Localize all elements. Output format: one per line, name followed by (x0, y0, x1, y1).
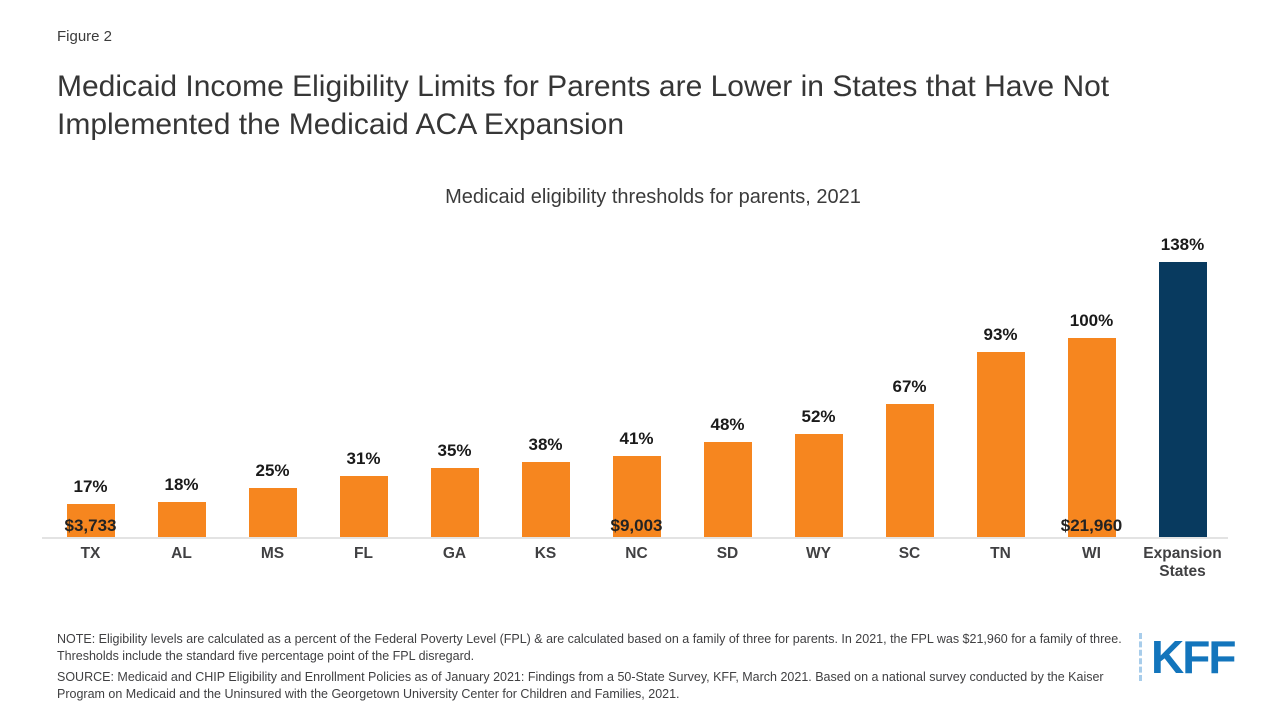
bar-sd (704, 442, 752, 538)
x-axis-label: SC (898, 545, 921, 562)
bar-column (45, 238, 136, 538)
bar-ks (522, 462, 570, 538)
bar-value-label: 35% (437, 441, 472, 460)
bar-column (136, 238, 227, 538)
bar-column (682, 238, 773, 538)
bar-wi (1068, 338, 1116, 538)
x-axis-label: AL (171, 545, 192, 562)
bar-sc (886, 404, 934, 538)
bar-value-label: 93% (983, 325, 1018, 344)
x-axis-label: NC (625, 545, 648, 562)
bar-value-label: 31% (346, 449, 381, 468)
bar-value-label: 17% (73, 477, 108, 496)
bar-column (591, 238, 682, 538)
bar-value-label: 67% (892, 377, 927, 396)
bar-column (409, 238, 500, 538)
kff-logo (1139, 633, 1234, 681)
bar-fl (340, 476, 388, 538)
x-axis-labels (45, 545, 1228, 581)
x-axis-label: WY (806, 545, 831, 562)
bar-column (227, 238, 318, 538)
kff-logo-text: KFF (1151, 631, 1235, 683)
bar-value-label: 38% (528, 435, 563, 454)
bar-column (318, 238, 409, 538)
bar-value-label: 18% (164, 475, 199, 494)
x-axis-label: SD (716, 545, 739, 562)
bar-column (955, 238, 1046, 538)
chart-title: Medicaid Income Eligibility Limits for Parents are Lower in States that Have Not Implemented the Medicaid ACA Expansion (57, 70, 1110, 141)
bar-ga (431, 468, 479, 538)
x-axis-label: TX (80, 545, 101, 562)
bar-tn (977, 352, 1025, 538)
bar-value-label: 41% (619, 429, 654, 448)
bar-value-label: 138% (1160, 235, 1205, 254)
x-axis-label: TN (990, 545, 1011, 562)
x-axis-label: GA (442, 545, 467, 562)
bar-column (864, 238, 955, 538)
bar-column (773, 238, 864, 538)
x-axis-label: Expansion States (1143, 545, 1222, 580)
bar-columns (45, 235, 1228, 538)
source-text: SOURCE: Medicaid and CHIP Eligibility and Enrollment Policies as of January 2021: Findings from a 50-State Survey, KFF, March 2021. Based on a national survey conducted by the Kaiser Program on Medicaid and the Uninsured with the Georgetown University Center for Children and Families, 2021. (57, 670, 1104, 701)
bar-value-label: 25% (255, 461, 290, 480)
bar-expansion-states (1159, 262, 1207, 538)
bar-chart (45, 235, 1228, 538)
x-axis-label: FL (354, 545, 373, 562)
x-axis-label: WI (1082, 545, 1101, 562)
footnotes (57, 631, 1135, 707)
x-axis-line (42, 537, 1228, 539)
chart-subtitle: Medicaid eligibility thresholds for parents, 2021 (445, 186, 861, 208)
bar-wy (795, 434, 843, 538)
bar-ms (249, 488, 297, 538)
bar-al (158, 502, 206, 538)
bar-dollar-label: $9,003 (610, 516, 663, 535)
x-axis-label: MS (260, 545, 285, 562)
bar-column (500, 238, 591, 538)
note-text: NOTE: Eligibility levels are calculated as a percent of the Federal Poverty Level (FPL) & are calculated based on a family of three for parents. In 2021, the FPL was $21,960 for a family of three. Thresholds include the standard five percentage point of the FPL disregard. (57, 632, 1122, 663)
bar-value-label: 52% (801, 407, 836, 426)
bar-value-label: 48% (710, 415, 745, 434)
x-axis-label: KS (534, 545, 557, 562)
bar-value-label: 100% (1069, 311, 1114, 330)
bar-column (1137, 235, 1228, 538)
bar-dollar-label: $21,960 (1060, 516, 1123, 535)
figure-label: Figure 2 (57, 28, 113, 45)
bar-dollar-label: $3,733 (64, 516, 117, 535)
bar-column (1046, 238, 1137, 538)
